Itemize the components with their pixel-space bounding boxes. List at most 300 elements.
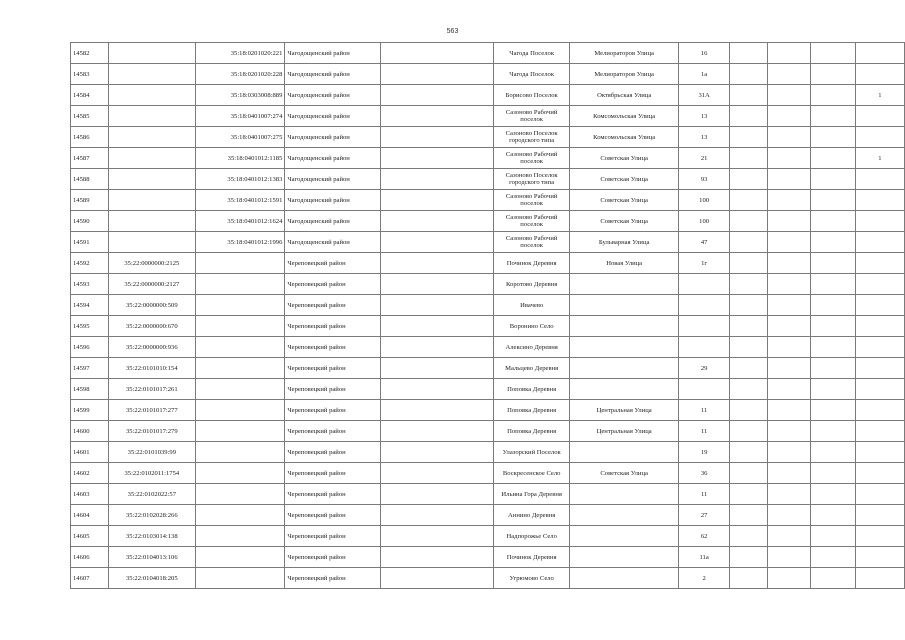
table-row <box>71 211 905 232</box>
extra-cell <box>810 526 855 547</box>
extra-cell <box>767 505 810 526</box>
extra-cell <box>767 274 810 295</box>
cadastral-number-cell <box>108 85 195 106</box>
house-number-cell: 100 <box>679 211 730 232</box>
count-cell <box>855 316 904 337</box>
extra-cell <box>730 505 767 526</box>
district-cell: Череповецкий район <box>285 526 381 547</box>
parcel-cadastral-number-cell: 35:18:0303008:889 <box>196 85 285 106</box>
locality-cell: Сазоново Поселок городского типа <box>493 127 569 148</box>
parcel-cadastral-number-cell <box>196 379 285 400</box>
cadastral-number-cell: 35:22:0101039:99 <box>108 442 195 463</box>
record-number-cell: 14594 <box>71 295 109 316</box>
record-number-cell: 14584 <box>71 85 109 106</box>
extra-cell <box>810 337 855 358</box>
locality-cell: Воронино Село <box>493 316 569 337</box>
table-row <box>71 442 905 463</box>
extra-cell <box>730 85 767 106</box>
parcel-cadastral-number-cell <box>196 274 285 295</box>
extra-cell <box>767 295 810 316</box>
empty-cell <box>381 85 494 106</box>
house-number-cell: 27 <box>679 505 730 526</box>
district-cell: Череповецкий район <box>285 484 381 505</box>
district-cell: Череповецкий район <box>285 253 381 274</box>
extra-cell <box>767 127 810 148</box>
district-cell: Череповецкий район <box>285 295 381 316</box>
count-cell <box>855 484 904 505</box>
record-number-cell: 14586 <box>71 127 109 148</box>
empty-cell <box>381 148 494 169</box>
extra-cell <box>810 358 855 379</box>
locality-cell: Поповка Деревня <box>493 400 569 421</box>
empty-cell <box>381 43 494 64</box>
table-row <box>71 148 905 169</box>
count-cell <box>855 253 904 274</box>
district-cell: Череповецкий район <box>285 274 381 295</box>
extra-cell <box>810 547 855 568</box>
parcel-cadastral-number-cell <box>196 484 285 505</box>
locality-cell: Сазоново Рабочий поселок <box>493 232 569 253</box>
extra-cell <box>730 400 767 421</box>
locality-cell: Воскресенское Село <box>493 463 569 484</box>
district-cell: Череповецкий район <box>285 358 381 379</box>
extra-cell <box>810 85 855 106</box>
extra-cell <box>767 526 810 547</box>
street-cell <box>570 484 679 505</box>
empty-cell <box>381 106 494 127</box>
district-cell: Чагодощенский район <box>285 211 381 232</box>
count-cell: 1 <box>855 148 904 169</box>
extra-cell <box>767 568 810 589</box>
empty-cell <box>381 337 494 358</box>
street-cell: Октябрьская Улица <box>570 85 679 106</box>
extra-cell <box>730 463 767 484</box>
extra-cell <box>810 64 855 85</box>
empty-cell <box>381 463 494 484</box>
table-row <box>71 379 905 400</box>
district-cell: Череповецкий район <box>285 463 381 484</box>
house-number-cell: 1г <box>679 253 730 274</box>
district-cell: Чагодощенский район <box>285 43 381 64</box>
cadastral-number-cell: 35:22:0000000:509 <box>108 295 195 316</box>
extra-cell <box>767 169 810 190</box>
table-row <box>71 358 905 379</box>
district-cell: Чагодощенский район <box>285 127 381 148</box>
page-number: 563 <box>446 28 459 35</box>
locality-cell: Улазорский Поселок <box>493 442 569 463</box>
locality-cell: Чагода Поселок <box>493 43 569 64</box>
empty-cell <box>381 295 494 316</box>
district-cell: Чагодощенский район <box>285 85 381 106</box>
count-cell <box>855 463 904 484</box>
extra-cell <box>730 442 767 463</box>
house-number-cell: 16 <box>679 43 730 64</box>
street-cell: Мелиораторов Улица <box>570 43 679 64</box>
street-cell <box>570 568 679 589</box>
extra-cell <box>730 211 767 232</box>
count-cell <box>855 169 904 190</box>
extra-cell <box>730 421 767 442</box>
empty-cell <box>381 358 494 379</box>
house-number-cell: 13 <box>679 106 730 127</box>
empty-cell <box>381 379 494 400</box>
district-cell: Чагодощенский район <box>285 106 381 127</box>
cadastral-number-cell: 35:22:0000000:670 <box>108 316 195 337</box>
record-number-cell: 14589 <box>71 190 109 211</box>
extra-cell <box>810 463 855 484</box>
house-number-cell: 2 <box>679 568 730 589</box>
extra-cell <box>730 106 767 127</box>
locality-cell: Аннино Деревня <box>493 505 569 526</box>
count-cell <box>855 337 904 358</box>
cadastral-number-cell: 35:22:0101010:154 <box>108 358 195 379</box>
count-cell <box>855 379 904 400</box>
count-cell <box>855 190 904 211</box>
street-cell <box>570 526 679 547</box>
extra-cell <box>810 379 855 400</box>
count-cell <box>855 232 904 253</box>
empty-cell <box>381 505 494 526</box>
street-cell: Бульварная Улица <box>570 232 679 253</box>
extra-cell <box>767 106 810 127</box>
street-cell: Комсомольская Улица <box>570 127 679 148</box>
record-number-cell: 14599 <box>71 400 109 421</box>
table-row <box>71 127 905 148</box>
parcel-cadastral-number-cell <box>196 463 285 484</box>
extra-cell <box>810 190 855 211</box>
extra-cell <box>730 568 767 589</box>
cadastral-number-cell <box>108 148 195 169</box>
parcel-cadastral-number-cell: 35:18:0401012:1591 <box>196 190 285 211</box>
extra-cell <box>767 484 810 505</box>
count-cell <box>855 64 904 85</box>
extra-cell <box>767 211 810 232</box>
street-cell: Советская Улица <box>570 148 679 169</box>
extra-cell <box>730 484 767 505</box>
locality-cell: Сазоново Рабочий поселок <box>493 211 569 232</box>
district-cell: Череповецкий район <box>285 316 381 337</box>
count-cell <box>855 358 904 379</box>
parcel-cadastral-number-cell: 35:18:0401007:275 <box>196 127 285 148</box>
street-cell <box>570 316 679 337</box>
record-number-cell: 14585 <box>71 106 109 127</box>
locality-cell: Чагода Поселок <box>493 64 569 85</box>
extra-cell <box>810 442 855 463</box>
locality-cell: Сазоново Поселок городского типа <box>493 169 569 190</box>
record-number-cell: 14593 <box>71 274 109 295</box>
extra-cell <box>730 526 767 547</box>
district-cell: Череповецкий район <box>285 421 381 442</box>
house-number-cell: 36 <box>679 463 730 484</box>
street-cell: Комсомольская Улица <box>570 106 679 127</box>
extra-cell <box>810 568 855 589</box>
locality-cell: Надпорожье Село <box>493 526 569 547</box>
extra-cell <box>767 463 810 484</box>
extra-cell <box>810 253 855 274</box>
extra-cell <box>810 106 855 127</box>
table-row <box>71 43 905 64</box>
extra-cell <box>730 337 767 358</box>
count-cell <box>855 106 904 127</box>
register-table <box>70 42 905 589</box>
empty-cell <box>381 232 494 253</box>
empty-cell <box>381 64 494 85</box>
extra-cell <box>730 190 767 211</box>
extra-cell <box>810 169 855 190</box>
locality-cell: Сазоново Рабочий поселок <box>493 190 569 211</box>
district-cell: Чагодощенский район <box>285 148 381 169</box>
parcel-cadastral-number-cell: 35:18:0401012:1383 <box>196 169 285 190</box>
parcel-cadastral-number-cell <box>196 253 285 274</box>
street-cell <box>570 358 679 379</box>
house-number-cell: 1а <box>679 64 730 85</box>
extra-cell <box>810 505 855 526</box>
extra-cell <box>730 316 767 337</box>
parcel-cadastral-number-cell <box>196 547 285 568</box>
record-number-cell: 14605 <box>71 526 109 547</box>
district-cell: Чагодощенский район <box>285 190 381 211</box>
district-cell: Череповецкий район <box>285 379 381 400</box>
district-cell: Череповецкий район <box>285 568 381 589</box>
empty-cell <box>381 526 494 547</box>
house-number-cell <box>679 295 730 316</box>
extra-cell <box>810 400 855 421</box>
extra-cell <box>767 232 810 253</box>
extra-cell <box>767 43 810 64</box>
cadastral-number-cell <box>108 43 195 64</box>
record-number-cell: 14603 <box>71 484 109 505</box>
extra-cell <box>730 148 767 169</box>
extra-cell <box>767 85 810 106</box>
parcel-cadastral-number-cell <box>196 526 285 547</box>
table-row <box>71 484 905 505</box>
table-row <box>71 547 905 568</box>
parcel-cadastral-number-cell <box>196 337 285 358</box>
district-cell: Череповецкий район <box>285 337 381 358</box>
table-row <box>71 505 905 526</box>
cadastral-number-cell <box>108 127 195 148</box>
table-row <box>71 253 905 274</box>
extra-cell <box>810 148 855 169</box>
record-number-cell: 14596 <box>71 337 109 358</box>
extra-cell <box>767 253 810 274</box>
record-number-cell: 14583 <box>71 64 109 85</box>
extra-cell <box>767 421 810 442</box>
count-cell <box>855 505 904 526</box>
empty-cell <box>381 547 494 568</box>
extra-cell <box>730 43 767 64</box>
locality-cell: Коротово Деревня <box>493 274 569 295</box>
house-number-cell: 93 <box>679 169 730 190</box>
count-cell <box>855 127 904 148</box>
street-cell <box>570 337 679 358</box>
house-number-cell <box>679 316 730 337</box>
table-row <box>71 190 905 211</box>
house-number-cell: 47 <box>679 232 730 253</box>
cadastral-number-cell: 35:22:0104013:106 <box>108 547 195 568</box>
house-number-cell <box>679 337 730 358</box>
house-number-cell: 11 <box>679 421 730 442</box>
street-cell: Советская Улица <box>570 169 679 190</box>
parcel-cadastral-number-cell: 35:18:0401012:1624 <box>196 211 285 232</box>
house-number-cell: 11 <box>679 400 730 421</box>
cadastral-number-cell: 35:22:0101017:279 <box>108 421 195 442</box>
table-row <box>71 526 905 547</box>
record-number-cell: 14598 <box>71 379 109 400</box>
empty-cell <box>381 169 494 190</box>
record-number-cell: 14606 <box>71 547 109 568</box>
extra-cell <box>730 232 767 253</box>
empty-cell <box>381 253 494 274</box>
cadastral-number-cell <box>108 64 195 85</box>
extra-cell <box>730 253 767 274</box>
locality-cell: Ивачево <box>493 295 569 316</box>
cadastral-number-cell: 35:22:0101017:261 <box>108 379 195 400</box>
extra-cell <box>810 295 855 316</box>
record-number-cell: 14595 <box>71 316 109 337</box>
parcel-cadastral-number-cell: 35:18:0201020:221 <box>196 43 285 64</box>
house-number-cell: 29 <box>679 358 730 379</box>
locality-cell: Борисово Поселок <box>493 85 569 106</box>
parcel-cadastral-number-cell <box>196 442 285 463</box>
record-number-cell: 14607 <box>71 568 109 589</box>
count-cell <box>855 295 904 316</box>
record-number-cell: 14592 <box>71 253 109 274</box>
house-number-cell: 11а <box>679 547 730 568</box>
street-cell: Новая Улица <box>570 253 679 274</box>
table-row <box>71 274 905 295</box>
district-cell: Череповецкий район <box>285 547 381 568</box>
locality-cell: Ильина Гора Деревня <box>493 484 569 505</box>
table-row <box>71 568 905 589</box>
table-row <box>71 421 905 442</box>
extra-cell <box>767 316 810 337</box>
cadastral-number-cell <box>108 106 195 127</box>
extra-cell <box>767 400 810 421</box>
empty-cell <box>381 127 494 148</box>
extra-cell <box>730 64 767 85</box>
extra-cell <box>810 316 855 337</box>
district-cell: Череповецкий район <box>285 442 381 463</box>
cadastral-number-cell: 35:22:0102022:57 <box>108 484 195 505</box>
count-cell <box>855 43 904 64</box>
register-table-body <box>71 43 905 589</box>
extra-cell <box>730 169 767 190</box>
cadastral-number-cell: 35:22:0000000:2127 <box>108 274 195 295</box>
locality-cell: Алексино Деревня <box>493 337 569 358</box>
extra-cell <box>730 274 767 295</box>
locality-cell: Сазоново Рабочий поселок <box>493 106 569 127</box>
cadastral-number-cell <box>108 211 195 232</box>
cadastral-number-cell: 35:22:0103014:138 <box>108 526 195 547</box>
record-number-cell: 14591 <box>71 232 109 253</box>
empty-cell <box>381 316 494 337</box>
cadastral-number-cell: 35:22:0000000:2125 <box>108 253 195 274</box>
locality-cell: Угрюмово Село <box>493 568 569 589</box>
district-cell: Чагодощенский район <box>285 64 381 85</box>
parcel-cadastral-number-cell <box>196 421 285 442</box>
street-cell: Советская Улица <box>570 463 679 484</box>
table-row <box>71 169 905 190</box>
table-row <box>71 463 905 484</box>
parcel-cadastral-number-cell <box>196 568 285 589</box>
district-cell: Череповецкий район <box>285 400 381 421</box>
count-cell <box>855 442 904 463</box>
parcel-cadastral-number-cell: 35:18:0401012:1996 <box>196 232 285 253</box>
extra-cell <box>767 547 810 568</box>
parcel-cadastral-number-cell <box>196 400 285 421</box>
house-number-cell <box>679 379 730 400</box>
record-number-cell: 14602 <box>71 463 109 484</box>
table-row <box>71 400 905 421</box>
table-row <box>71 232 905 253</box>
house-number-cell <box>679 274 730 295</box>
record-number-cell: 14600 <box>71 421 109 442</box>
house-number-cell: 11 <box>679 484 730 505</box>
house-number-cell: 31А <box>679 85 730 106</box>
extra-cell <box>810 43 855 64</box>
street-cell <box>570 295 679 316</box>
empty-cell <box>381 400 494 421</box>
cadastral-number-cell: 35:22:0104018:205 <box>108 568 195 589</box>
empty-cell <box>381 484 494 505</box>
count-cell <box>855 400 904 421</box>
empty-cell <box>381 190 494 211</box>
cadastral-number-cell: 35:22:0102011:1754 <box>108 463 195 484</box>
extra-cell <box>767 190 810 211</box>
extra-cell <box>810 274 855 295</box>
extra-cell <box>767 379 810 400</box>
empty-cell <box>381 211 494 232</box>
street-cell: Центральная Улица <box>570 421 679 442</box>
district-cell: Чагодощенский район <box>285 169 381 190</box>
count-cell <box>855 421 904 442</box>
count-cell <box>855 211 904 232</box>
extra-cell <box>810 232 855 253</box>
record-number-cell: 14604 <box>71 505 109 526</box>
extra-cell <box>810 211 855 232</box>
parcel-cadastral-number-cell <box>196 295 285 316</box>
locality-cell: Мальцево Деревня <box>493 358 569 379</box>
table-row <box>71 85 905 106</box>
street-cell: Мелиораторов Улица <box>570 64 679 85</box>
house-number-cell: 62 <box>679 526 730 547</box>
count-cell <box>855 568 904 589</box>
locality-cell: Починок Деревня <box>493 253 569 274</box>
record-number-cell: 14597 <box>71 358 109 379</box>
parcel-cadastral-number-cell <box>196 316 285 337</box>
district-cell: Череповецкий район <box>285 505 381 526</box>
record-number-cell: 14590 <box>71 211 109 232</box>
parcel-cadastral-number-cell <box>196 505 285 526</box>
parcel-cadastral-number-cell: 35:18:0401007:274 <box>196 106 285 127</box>
extra-cell <box>767 148 810 169</box>
extra-cell <box>730 127 767 148</box>
house-number-cell: 100 <box>679 190 730 211</box>
street-cell: Советская Улица <box>570 190 679 211</box>
count-cell <box>855 274 904 295</box>
house-number-cell: 21 <box>679 148 730 169</box>
extra-cell <box>767 358 810 379</box>
record-number-cell: 14588 <box>71 169 109 190</box>
empty-cell <box>381 568 494 589</box>
extra-cell <box>730 358 767 379</box>
table-row <box>71 295 905 316</box>
extra-cell <box>767 64 810 85</box>
extra-cell <box>767 442 810 463</box>
count-cell <box>855 526 904 547</box>
empty-cell <box>381 442 494 463</box>
